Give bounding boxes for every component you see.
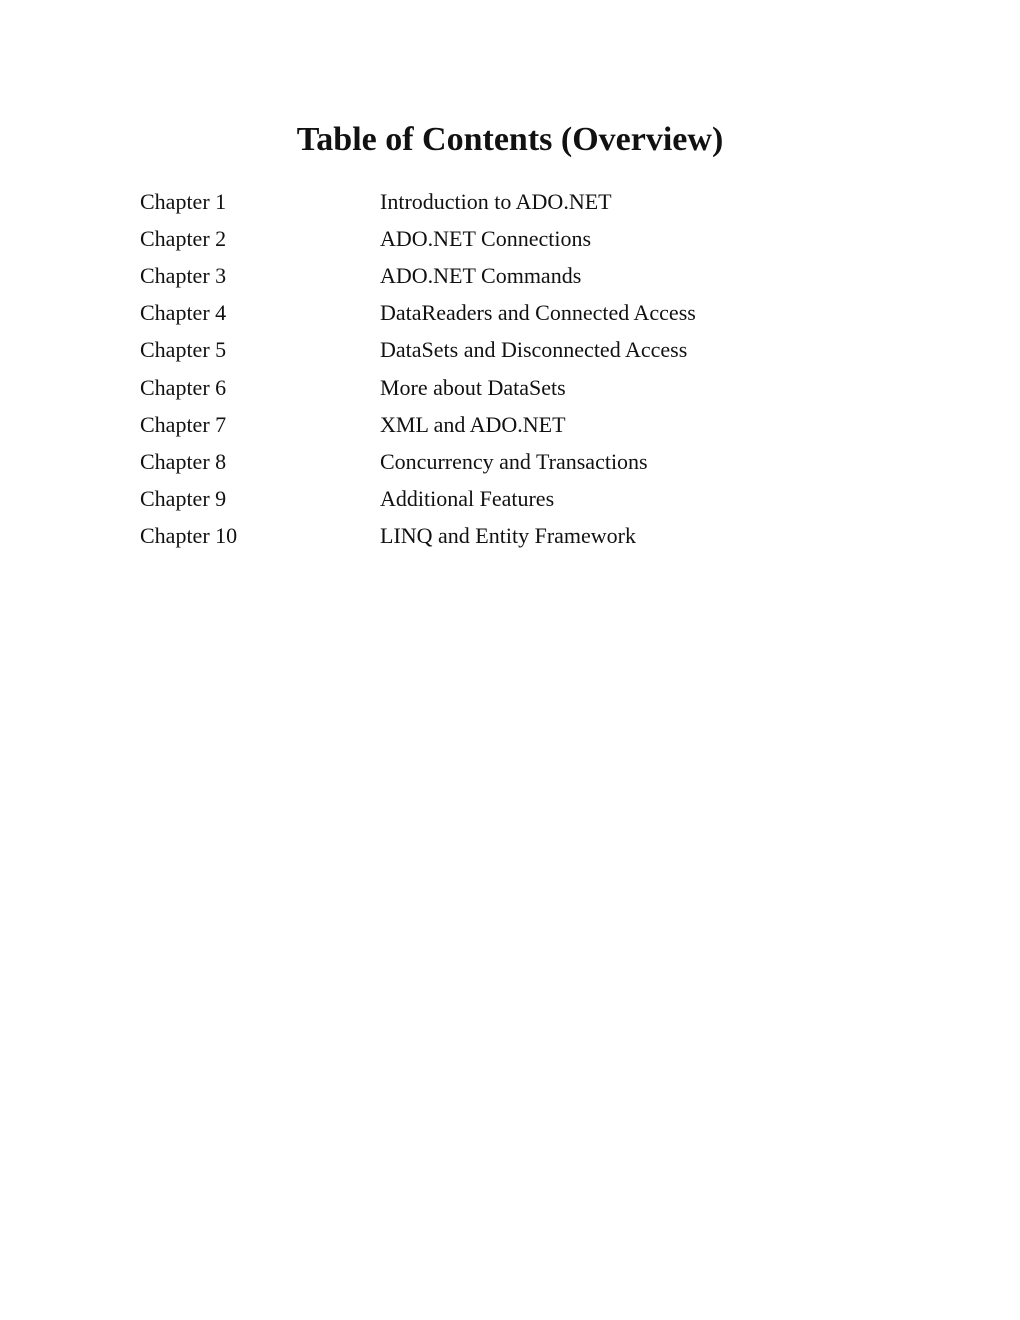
toc-entry-chapter-9 [140,481,900,518]
toc-chapter-title: Additional Features [380,486,555,512]
toc-chapter-label: Chapter 3 [140,262,227,288]
toc-chapter-label: Chapter 4 [140,300,227,326]
toc-chapter-title: LINQ and Entity Framework [380,523,636,549]
toc-chapter-title: DataSets and Disconnected Access [380,337,688,363]
toc-chapter-title: ADO.NET Connections [380,225,592,251]
toc-chapter-label: Chapter 5 [140,337,227,363]
toc-chapter-title: Concurrency and Transactions [380,448,648,474]
page-title: Table of Contents (Overview) [296,121,724,158]
toc-chapter-label: Chapter 6 [140,374,227,400]
toc-entry-chapter-3 [140,257,900,294]
toc-chapter-label: Chapter 10 [140,523,238,549]
toc-entry-chapter-2 [140,220,900,257]
toc-entry-chapter-10 [140,518,900,555]
toc-entry-chapter-8 [140,443,900,480]
toc-chapter-label: Chapter 2 [140,225,227,251]
toc-entry-chapter-5 [140,332,900,369]
toc-chapter-label: Chapter 7 [140,411,227,437]
toc-chapter-label: Chapter 8 [140,448,227,474]
toc-entry-chapter-1 [140,183,900,220]
toc-chapter-title: ADO.NET Commands [380,262,582,288]
toc-entry-chapter-7 [140,406,900,443]
toc-entry-chapter-4 [140,295,900,332]
toc-chapter-title: Introduction to ADO.NET [380,188,612,214]
toc-chapter-label: Chapter 1 [140,188,227,214]
toc-entry-chapter-6 [140,369,900,406]
toc-chapter-label: Chapter 9 [140,486,227,512]
toc-chapter-title: DataReaders and Connected Access [380,300,696,326]
toc-chapter-title: XML and ADO.NET [380,411,566,437]
table-of-contents [140,183,900,555]
toc-chapter-title: More about DataSets [380,374,566,400]
